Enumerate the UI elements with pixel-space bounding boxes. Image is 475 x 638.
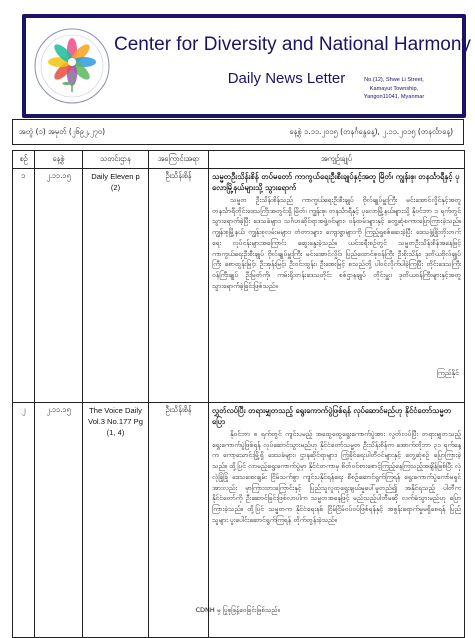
address-line: No.(12), Shwe Li Street,: [364, 77, 424, 83]
issue-bar: [12, 119, 464, 145]
row-topic: ဦးသိန်းစိန်: [149, 169, 209, 403]
news-signature: ကြည်နိုင်: [436, 369, 459, 377]
org-title: Center for Diversity and National Harmony: [114, 34, 471, 55]
column-header: စဉ်: [13, 151, 35, 169]
address-line: Kamayut Township,: [369, 85, 419, 92]
org-address: [334, 76, 454, 102]
news-body: သမ္မတ ဦးသိန်းစိန်သည် ကာကွယ်ရေးဦးစီးချုပ် ဗိုလ်ချုပ်မှူးကြီး မင်းအောင်လှိုင်နှင့်အတူ တနင်္သာရီတိုင်းဒေသကြီးအတွင်းရှိ မြိတ်၊ ကျွန်းစု၊ တနင်္သာရီနှင့် ပုလောမြို့နယ်များသို့ နိုဝင်ဘာ ၁ ရက်တွင် သွားရောက်ခဲ့ပြီး ဒေသခံများ၊ သင်္ဂဟဆိုင်ရာအဖွဲ့ဝင်များ၊ ဝန်ထမ်းများနှင့် တွေ့ဆုံစကားပြောကြားခဲ့သည်။ ကျွန်းစုမြို့နယ် ကျွန်းစုလမ်းမများ၊ တံတားများ၊ ကျေးရွာများကို ကြည့်ရှုစစ်ဆေးခဲ့ပြီး ဒေသဖွံ့ဖြိုးတိုးတက်ရေး လုပ်ငန်းများအကြောင်း ဆွေးနွေးခဲ့သည်။ ယင်းခရီးစဉ်တွင် သမ္မတဦးသိန်းစိန်အနေဖြင့် ကာကွယ်ရေးဦးစီးချုပ် ဗိုလ်ချုပ်မှူးကြီး မင်းအောင်လှိုင်၊ ပြည်ထောင်စုဝန်ကြီး ဦးစိုးသိန်း၊ ဒုတိယဗိုလ်ချုပ်ကြီး စောထွန်းမြင့်၊ ဦးအုန်းမြင့်၊ ဦးဝင်းထွန်း၊ ဦးအေးမြင့် စသည်တို့ ပါဝင်လိုက်ပါခဲ့ကြပြီး တိုင်းဒေသကြီး ဝန်ကြီးချုပ် ဦးမြတ်ကို၊ ကမ်းရိုးတန်းဒေသတိုင်း စစ်ဌာနချုပ် တိုင်းမှူး၊ ဒုတိယဝန်ကြီးများနှင့်အတူ သွားရောက်ခဲ့ခြင်းဖြစ်သည်။: [212, 196, 461, 290]
column-header: နေ့စွဲ: [35, 151, 83, 169]
row-summary: [209, 169, 465, 403]
newsletter-title: Daily News Letter: [227, 70, 346, 87]
row-source: The Voice Daily Vol.3 No.177 Pg (1, 4): [83, 403, 149, 638]
column-header: သတင်းဌာန: [83, 151, 149, 169]
column-header: အကျဉ်းချုပ်: [209, 151, 465, 169]
table-header-row: [13, 151, 465, 169]
row-date: ၂.၁၁.၁၅: [35, 169, 83, 403]
news-body: နိုဝင်ဘာ ၈ ရက်တွင် ကျင်းပမည့် အထွေထွေရွေးကောက်ပွဲအား လွတ်လပ်ပြီး တရားမျှတသည့်ရွေးကောက်ပွဲဖြစ်ရန် လုပ်ဆောင်သွားမည်ဟု နိုင်ငံတော်သမ္မတ ဦးသိန်းစိန်က အောက်တိုဘာ ၃၁ ရက်နေ့က ကော့သောင်းမြို့ရှိ ဒေသခံများ၊ ဌာနဆိုင်ရာများ၊ ကြံ့ခိုင်ရေးပါတီဝင်များနှင့် တွေ့ဆုံစဉ် ပြောကြားခဲ့သည်။ ထို့ပြင် လာမည့်ရွေးကောက်ပွဲမှာ နိုင်ငံတကာမှ စိတ်ဝင်စားစောင့်ကြည့်နေကြသည့်အချိန်ဖြစ်ပြီး လုံလုံခြုံခြုံ ဒေသအေးချမ်း ငြိမ်သက်စွာ ကျင်းပနိုင်ရန်ရေး စီစဉ်ဆောင်ရွက်ကြရန် ရွေးကောက်ပွဲကော်မရှင်အားလည်း မှာကြားထားကြောင်းနှင့် ပြည်သူလူထုရွေးချယ်မှုပေါ်မူတည်၍ အနိုင်ရသည့် ပါတီက နိုင်ငံတော်ကို ဦးဆောင်ခြင်းဖြစ်လာပါက သမ္မတအနေဖြင့် မည်သည့်ပါတီမဆို လက်ခံသွားမည်ဟု ပြောကြားခဲ့သည်။ ထို့ပြင် သမ္မတက နိုင်ငံရေးနစ် ငြိမ်ငြိမ်ဝပ်ဝပ်ဖြစ်ရန်နှင့် အစွန်းရောက်မှုမရှိစေရန် ပြည်သူများ ပူးပေါင်းဆောင်ရွက်ကြရန် တိုက်တွန်းခဲ့သည်။: [212, 430, 461, 524]
row-topic: ဦးသိန်းစိန်: [149, 403, 209, 638]
news-headline: သမ္မတဦးသိန်းစိန် တပ်မတော် ကာကွယ်ရေးဦးစီးချုပ်နှင့်အတူ မြိတ်၊ ကျွန်းစု၊ တနင်္သာရီနှင့် ပုလောမြို့နယ်များသို့ သွားရောက်: [212, 172, 460, 192]
news-headline: လွှတ်လပ်ပြီး တရားမျှတသည့် ရွေးကောက်ပွဲဖြစ်ရန် လုပ်ဆောင်မည်ဟု နိုင်ငံတော်သမ္မတပြော: [212, 406, 452, 426]
header-frame: [22, 14, 471, 118]
row-number: ၁: [13, 169, 35, 403]
row-source: Daily Eleven p (2): [83, 169, 149, 403]
table-row: [13, 403, 465, 638]
column-header: အကြောင်းအရာ: [149, 151, 209, 169]
issue-number: အတွဲ (၁) အမှတ် (၂၆၉၂,၂၇၀): [19, 127, 106, 136]
table-row: [13, 169, 465, 403]
news-table: [12, 150, 465, 638]
issue-date: နေ့စွဲ ၁.၁၁.၂၀၁၅ (တနင်္ဂနွေနေ့), ၂.၁၁.၂၀၁၅ (တနင်္လာနေ့): [289, 127, 453, 136]
address-line: Yangon11041, Myanmar: [363, 94, 425, 100]
cdnh-logo-icon: [32, 26, 112, 106]
footer-note: CDNH မှ ပြုစုဖြန့်ဝေခြင်းဖြစ်သည်။: [195, 606, 280, 614]
row-summary: [209, 403, 465, 638]
row-number: ၂: [13, 403, 35, 638]
row-date: ၂.၁၁.၁၅: [35, 403, 83, 638]
